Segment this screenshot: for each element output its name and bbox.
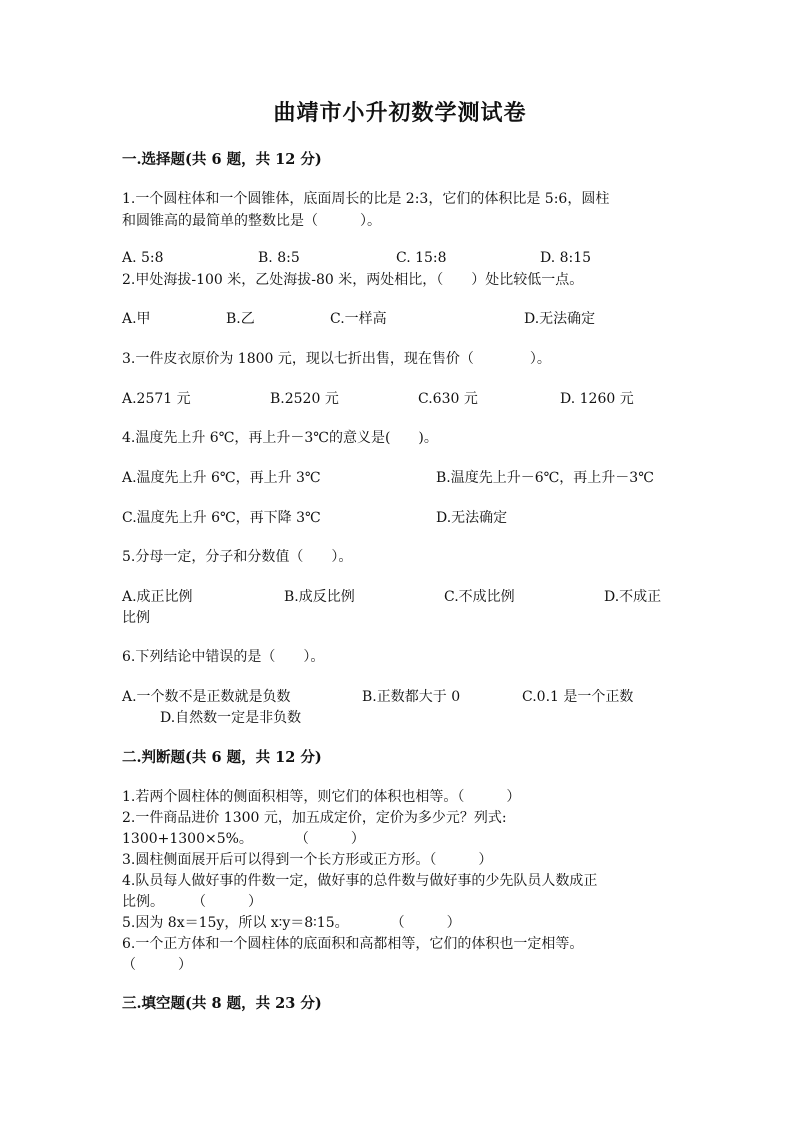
judgment-line-9: （ ） (122, 957, 192, 973)
question-6-option-a: A.一个数不是正数就是负数 (122, 689, 291, 705)
judgment-line-4: 3.圆柱侧面展开后可以得到一个长方形或正方形。（ ） (122, 852, 493, 868)
question-1-option-d: D. 8:15 (540, 250, 592, 266)
judgment-line-1: 1.若两个圆柱体的侧面积相等，则它们的体积也相等。（ ） (122, 789, 521, 805)
question-4-text: 4.温度先上升 6℃，再上升－3℃的意义是( )。 (122, 430, 438, 446)
question-3-text: 3.一件皮衣原价为 1800 元，现以七折出售，现在售价（ ）。 (122, 351, 551, 367)
question-3-option-a: A.2571 元 (122, 391, 191, 407)
judgment-line-7: 5.因为 8x＝15y，所以 x∶y＝8∶15。 （ ） (122, 915, 461, 931)
question-4-option-c: C.温度先上升 6℃，再下降 3℃ (122, 510, 321, 526)
question-3-option-d: D. 1260 元 (560, 391, 634, 407)
question-1-option-b: B. 8:5 (258, 250, 300, 266)
question-2-option-a: A.甲 (122, 311, 151, 327)
question-1-line2: 和圆锥高的最简单的整数比是（ ）。 (122, 213, 381, 229)
judgment-line-5: 4.队员每人做好事的件数一定，做好事的总件数与做好事的少先队员人数成正 (122, 873, 598, 889)
question-5-option-c: C.不成比例 (444, 589, 515, 605)
question-1-option-c: C. 15:8 (396, 250, 447, 266)
question-2-option-d: D.无法确定 (524, 311, 596, 327)
question-3-option-c: C.630 元 (418, 391, 478, 407)
section-heading-fill-in: 三.填空题(共 8 题，共 23 分) (122, 995, 322, 1012)
judgment-line-8: 6.一个正方体和一个圆柱体的底面积和高都相等，它们的体积也一定相等。 (122, 936, 584, 952)
judgment-line-6: 比例。 （ ） (122, 894, 262, 910)
question-6-text: 6.下列结论中错误的是（ ）。 (122, 649, 325, 665)
page-title: 曲靖市小升初数学测试卷 (273, 100, 527, 126)
question-5-option-a: A.成正比例 (122, 589, 193, 605)
judgment-line-3: 1300+1300×5%。 （ ） (122, 831, 365, 847)
question-4-option-b: B.温度先上升－6℃，再上升－3℃ (436, 470, 654, 486)
question-5-text: 5.分母一定，分子和分数值（ ）。 (122, 549, 353, 565)
section-heading-choice: 一.选择题(共 6 题，共 12 分) (122, 151, 322, 168)
question-2-text: 2.甲处海拔-100 米，乙处海拔-80 米，两处相比，（ ）处比较低一点。 (122, 272, 584, 288)
question-6-option-b: B.正数都大于 0 (362, 689, 461, 705)
question-2-option-c: C.一样高 (330, 311, 387, 327)
question-2-option-b: B.乙 (226, 311, 255, 327)
judgment-line-2: 2.一件商品进价 1300 元，加五成定价，定价为多少元？列式: (122, 810, 507, 826)
question-6-option-c: C.0.1 是一个正数 (522, 689, 634, 705)
section-heading-judgment: 二.判断题(共 6 题，共 12 分) (122, 749, 322, 766)
question-3-option-b: B.2520 元 (270, 391, 339, 407)
question-1-line1: 1.一个圆柱体和一个圆锥体，底面周长的比是 2:3，它们的体积比是 5:6，圆柱 (122, 191, 610, 207)
question-5-option-b: B.成反比例 (284, 589, 355, 605)
question-1-option-a: A. 5:8 (122, 250, 164, 266)
question-5-option-d: D.不成正 (604, 589, 662, 605)
question-6-option-d: D.自然数一定是非负数 (160, 710, 302, 726)
question-4-option-d: D.无法确定 (436, 510, 508, 526)
question-5-option-d-cont: 比例 (122, 610, 150, 626)
question-4-option-a: A.温度先上升 6℃，再上升 3℃ (122, 470, 321, 486)
